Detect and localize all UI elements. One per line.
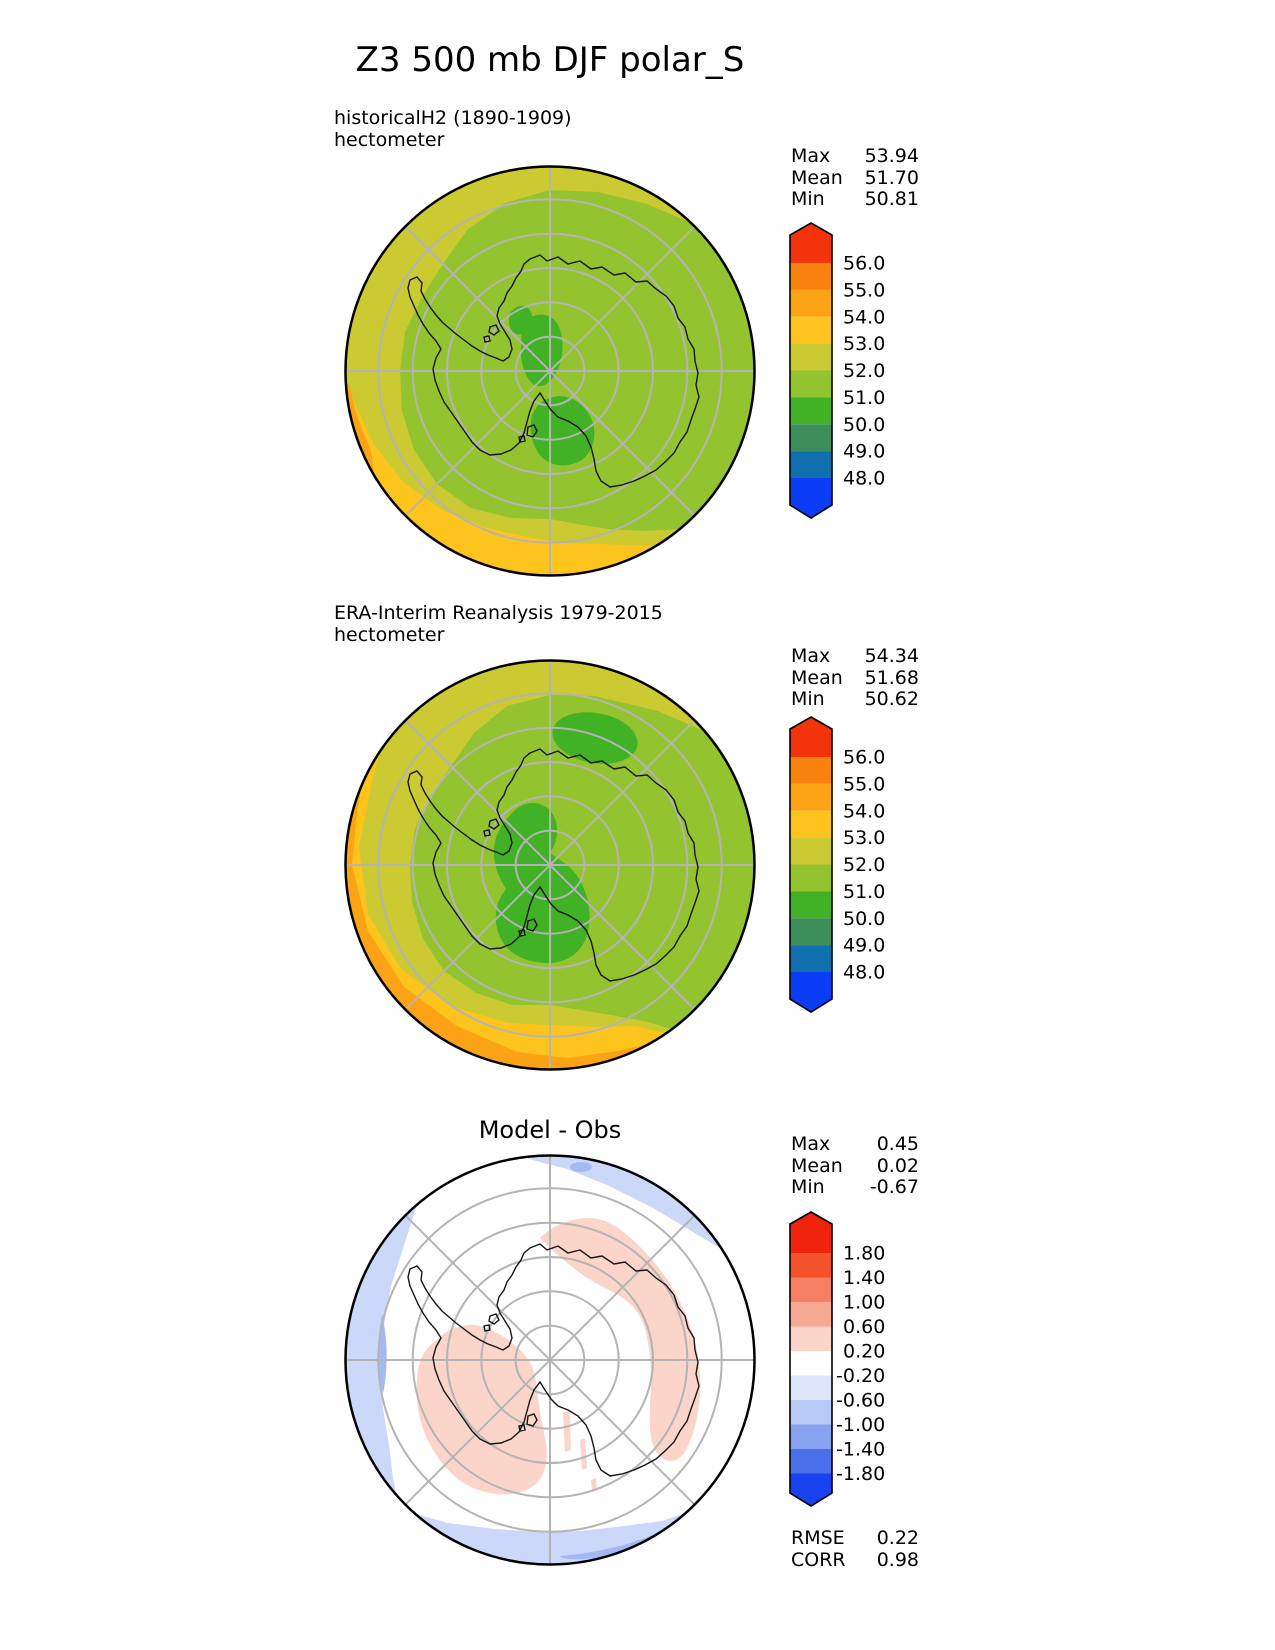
stat-value-mean: 51.70 (864, 166, 919, 189)
stat-value-mean: 0.02 (876, 1154, 919, 1177)
svg-text:50.0: 50.0 (843, 907, 886, 930)
panel2-label (334, 602, 663, 646)
panel3-metrics (791, 1528, 919, 1571)
stat-row-max (791, 146, 919, 168)
stat-value-max: 54.34 (864, 645, 919, 667)
stat-label-max: Max (791, 1133, 831, 1155)
stat-value-min: 50.81 (864, 188, 919, 210)
colorbar-overflow-top (790, 1212, 832, 1253)
svg-text:56.0: 56.0 (843, 252, 886, 275)
svg-text:1.40: 1.40 (843, 1267, 886, 1289)
svg-text:-1.40: -1.40 (836, 1438, 886, 1461)
stat-label-mean: Mean (791, 1154, 843, 1177)
map-reference-polar-south (344, 659, 756, 1071)
colorbar-overflow-top (790, 717, 832, 757)
svg-text:-0.60: -0.60 (836, 1389, 886, 1412)
svg-text:51.0: 51.0 (843, 880, 886, 903)
stat-value-min: -0.67 (869, 1176, 919, 1198)
svg-text:53.0: 53.0 (843, 333, 886, 356)
svg-text:-0.20: -0.20 (836, 1365, 886, 1387)
svg-text:1.80: 1.80 (843, 1242, 886, 1265)
panel1-label (334, 107, 572, 151)
svg-text:48.0: 48.0 (843, 467, 886, 490)
svg-text:49.0: 49.0 (843, 440, 886, 463)
stat-label-max: Max (791, 645, 831, 667)
colorbar-segments (790, 1212, 832, 1506)
colorbar-segments (790, 223, 832, 518)
stat-value-mean: 51.68 (864, 666, 919, 689)
metric-row-corr (791, 1550, 919, 1572)
stat-label-min: Min (791, 188, 825, 210)
panel1-units: hectometer (334, 129, 445, 151)
metric-value-corr: 0.98 (876, 1548, 919, 1571)
svg-text:0.60: 0.60 (843, 1316, 886, 1338)
map-difference-polar-south (344, 1154, 756, 1566)
panel2-stats (791, 646, 919, 711)
colorbar-overflow-bottom (790, 478, 832, 518)
stat-label-min: Min (791, 688, 825, 710)
stat-label-mean: Mean (791, 166, 843, 189)
stat-label-mean: Mean (791, 666, 843, 689)
metric-row-rmse (791, 1528, 919, 1550)
stat-row-mean (791, 168, 919, 190)
panel2-units: hectometer (334, 624, 445, 646)
svg-text:48.0: 48.0 (843, 961, 886, 984)
stat-row-min (791, 689, 919, 711)
panel3-title: Model - Obs (478, 1116, 622, 1144)
stat-row-max (791, 646, 919, 668)
metric-label-rmse: RMSE (791, 1527, 845, 1549)
stat-row-mean (791, 1156, 919, 1178)
stat-row-min (791, 1177, 919, 1199)
stat-value-min: 50.62 (864, 688, 919, 710)
panel1-dataset-name: historicalH2 (1890-1909) (334, 107, 572, 129)
svg-text:55.0: 55.0 (843, 773, 886, 796)
svg-text:0.20: 0.20 (843, 1340, 886, 1363)
colorbar-overflow-bottom (790, 972, 832, 1012)
panel3-stats (791, 1134, 919, 1199)
svg-text:-1.80: -1.80 (836, 1463, 886, 1485)
metric-value-rmse: 0.22 (876, 1527, 919, 1549)
map-model-polar-south (344, 165, 756, 577)
colorbar-overflow-bottom (790, 1474, 832, 1507)
stat-value-max: 0.45 (876, 1133, 919, 1155)
metric-label-corr: CORR (791, 1548, 846, 1571)
colorbar-tick-labels (836, 1243, 885, 1486)
colorbar-segments (790, 717, 832, 1012)
stat-row-min (791, 189, 919, 211)
colorbar-diff (787, 1210, 927, 1510)
stat-label-max: Max (791, 145, 831, 167)
colorbar-overflow-top (790, 223, 832, 263)
colorbar-tick-labels (843, 747, 885, 984)
svg-text:53.0: 53.0 (843, 827, 886, 850)
colorbar-mean-model (787, 221, 927, 523)
svg-text:1.00: 1.00 (843, 1291, 886, 1314)
figure-title: Z3 500 mb DJF polar_S (355, 40, 745, 80)
svg-text:49.0: 49.0 (843, 934, 886, 957)
svg-text:-1.00: -1.00 (836, 1414, 886, 1436)
svg-text:52.0: 52.0 (843, 854, 886, 876)
stat-row-mean (791, 668, 919, 690)
svg-text:54.0: 54.0 (843, 306, 886, 329)
svg-text:51.0: 51.0 (843, 386, 886, 409)
svg-text:52.0: 52.0 (843, 360, 886, 382)
panel2-dataset-name: ERA-Interim Reanalysis 1979-2015 (334, 602, 663, 624)
svg-text:50.0: 50.0 (843, 413, 886, 436)
svg-text:54.0: 54.0 (843, 800, 886, 823)
colorbar-tick-labels (843, 253, 885, 490)
svg-text:55.0: 55.0 (843, 279, 886, 302)
stat-value-max: 53.94 (864, 145, 919, 167)
panel1-stats (791, 146, 919, 211)
stat-label-min: Min (791, 1176, 825, 1198)
svg-text:56.0: 56.0 (843, 746, 886, 769)
stat-row-max (791, 1134, 919, 1156)
colorbar-mean-reference (787, 715, 927, 1017)
